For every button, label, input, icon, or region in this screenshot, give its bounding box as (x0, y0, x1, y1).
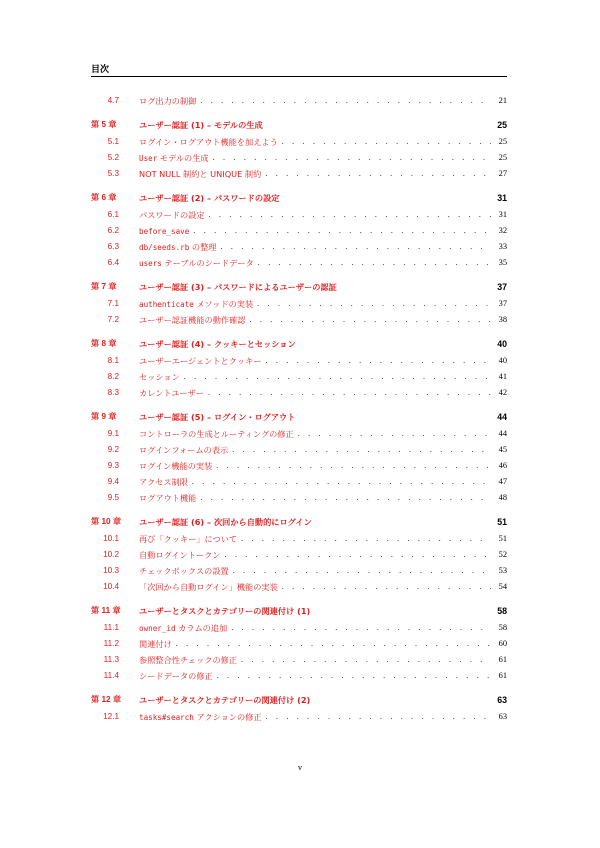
toc-entry-title[interactable] (139, 297, 253, 312)
leader-dots (224, 548, 491, 562)
toc-section-row[interactable] (91, 297, 507, 311)
toc-entry-title[interactable]: ログイン機能の実装 (139, 461, 213, 471)
toc-entry-title[interactable]: ログアウト機能 (139, 493, 197, 503)
toc-entry-title[interactable]: ログインフォームの表示 (139, 445, 229, 455)
toc-section-row[interactable] (91, 532, 507, 546)
toc-page-number: 37 (498, 299, 507, 308)
toc-section-row[interactable] (91, 548, 507, 562)
toc-page-number: 40 (497, 339, 507, 349)
toc-entry-number: 5.3 (107, 169, 119, 178)
toc-page-number: 41 (498, 372, 507, 381)
leader-dots (217, 669, 491, 683)
leader-dots (266, 354, 492, 368)
toc-entry-number: 9.1 (107, 429, 119, 438)
toc-page-number: 53 (498, 566, 507, 575)
toc-entry-code: authenticate (139, 299, 194, 309)
toc-section-row[interactable] (91, 653, 507, 667)
toc-entry-title[interactable]: ユーザー認証機能の動作確認 (139, 315, 246, 325)
toc-chapter-row[interactable] (91, 410, 507, 424)
toc-section-row[interactable] (91, 669, 507, 683)
toc-chapter-row[interactable] (91, 337, 507, 351)
toc-page-number: 32 (498, 226, 507, 235)
toc-entry-code: users (139, 258, 162, 268)
toc-entry-code: tasks#search (139, 712, 194, 722)
leader-dots (176, 637, 491, 651)
toc-section-row[interactable] (91, 386, 507, 400)
toc-page-number: 44 (498, 429, 507, 438)
toc-entry-number: 第 9 章 (91, 412, 117, 421)
toc-section-row[interactable] (91, 710, 507, 724)
toc-page-number: 61 (498, 671, 507, 680)
toc-entry-number: 6.2 (107, 226, 119, 235)
toc-entry-title[interactable]: ユーザーエージェントとクッキー (139, 356, 262, 366)
toc-entry-number: 7.1 (107, 299, 119, 308)
toc-entry-title[interactable]: ログ出力の制御 (139, 96, 197, 106)
toc-entry-title[interactable]: 「次回から自動ログイン」機能の実装 (139, 582, 278, 592)
leader-dots (208, 386, 491, 400)
toc-page-number: 21 (498, 96, 507, 105)
toc-entry-number: 5.1 (107, 137, 119, 146)
toc-entry-title[interactable]: シードデータの修正 (139, 671, 213, 681)
toc-page-number: 27 (498, 169, 507, 178)
toc-entry-title[interactable]: 自動ログイントークン (139, 550, 221, 560)
leader-dots (241, 532, 491, 546)
toc-section-row[interactable] (91, 151, 507, 165)
toc-section-row[interactable] (91, 475, 507, 489)
leader-dots (282, 135, 491, 149)
toc-entry-title[interactable]: コントローラの生成とルーティングの修正 (139, 429, 294, 439)
toc-chapter-row[interactable] (91, 604, 507, 618)
toc-page-number: 38 (498, 315, 507, 324)
toc-chapter-row[interactable] (91, 280, 507, 294)
toc-entry-number: 8.3 (107, 388, 119, 397)
leader-dots (265, 167, 491, 181)
toc-entry-number: 第 11 章 (91, 606, 121, 615)
toc-entry-title[interactable]: アクセス制限 (139, 477, 188, 487)
toc-section-row[interactable] (91, 94, 507, 108)
toc-entry-number: 第 5 章 (91, 120, 117, 129)
toc-entry-number: 8.2 (107, 372, 119, 381)
toc-page-number: 35 (498, 258, 507, 267)
toc-entry-title[interactable]: ユーザー認証 (4) – クッキーとセッション (139, 339, 296, 349)
toc-entry-number: 6.4 (107, 258, 119, 267)
toc-section-row[interactable] (91, 637, 507, 651)
toc-entry-number: 11.3 (103, 655, 119, 664)
toc-entry-number: 第 6 章 (91, 193, 117, 202)
leader-dots (184, 370, 491, 384)
toc-page-number: 25 (498, 137, 507, 146)
toc-entry-title[interactable]: ユーザー認証 (1) – モデルの生成 (139, 120, 263, 130)
toc-entry-title[interactable]: ユーザー認証 (3) – パスワードによるユーザーの認証 (139, 282, 337, 292)
toc-entry-number: 9.4 (107, 477, 119, 486)
toc-section-row[interactable] (91, 491, 507, 505)
toc-section-row[interactable] (91, 459, 507, 473)
toc-page-number: 58 (497, 606, 507, 616)
toc-page-number: 52 (498, 550, 507, 559)
toc-entry-code: db/seeds.rb (139, 242, 190, 252)
toc-entry-title-text: メソッドの実装 (193, 298, 254, 309)
toc-page-number: 37 (497, 282, 507, 292)
toc-section-row[interactable] (91, 427, 507, 441)
toc-entry-title[interactable]: ユーザー認証 (6) – 次回から自動的にログイン (139, 517, 312, 527)
toc-entry-number: 11.2 (103, 639, 119, 648)
toc-entry-title[interactable] (139, 240, 216, 255)
toc-page-number: 44 (497, 412, 507, 422)
toc-entry-number: 6.3 (107, 242, 119, 251)
toc-entry-title[interactable]: 参照整合性チェックの修正 (139, 655, 238, 665)
toc-entry-code: User (139, 153, 158, 163)
toc-entry-number: 第 12 章 (91, 695, 122, 704)
leader-dots (200, 94, 491, 108)
toc-page-number: 61 (498, 655, 507, 664)
toc-section-row[interactable] (91, 208, 507, 222)
toc-page-number: 25 (498, 153, 507, 162)
toc-chapter-row[interactable] (91, 693, 507, 707)
toc-entry-number: 第 10 章 (91, 517, 122, 526)
toc-entry-title[interactable]: ログイン・ログアウト機能を加えよう (139, 137, 278, 147)
toc-entry-number: 第 8 章 (91, 339, 117, 348)
toc-entry-number: 11.4 (103, 671, 119, 680)
toc-page-number: 58 (498, 623, 507, 632)
toc-page-number: 45 (498, 445, 507, 454)
toc-entry-title[interactable]: 関連付け (139, 639, 172, 649)
leader-dots (298, 427, 491, 441)
toc-entry-number: 10.2 (103, 550, 119, 559)
leader-dots (258, 256, 491, 270)
page-folio: v (297, 762, 303, 772)
toc-entry-title[interactable] (139, 710, 262, 725)
toc-section-row[interactable] (91, 621, 507, 635)
toc-entry-number: 10.3 (103, 566, 119, 575)
toc-page-number: 51 (498, 534, 507, 543)
toc-entry-code: owner_id (139, 623, 176, 633)
toc-entry-number: 6.1 (107, 210, 119, 219)
toc-page-number: 40 (498, 356, 507, 365)
toc-section-row[interactable] (91, 224, 507, 238)
running-header (91, 62, 507, 77)
leader-dots (193, 224, 491, 238)
toc-entry-title-text: の整理 (189, 241, 217, 252)
toc-section-row[interactable] (91, 313, 507, 327)
toc-section-row[interactable] (91, 370, 507, 384)
toc-page-number: 63 (497, 695, 507, 705)
toc-entry-number: 第 7 章 (91, 282, 117, 291)
toc-page-number: 25 (497, 120, 507, 130)
toc-entry-title[interactable]: セッション (139, 372, 180, 382)
leader-dots (241, 653, 491, 667)
toc-chapter-row[interactable] (91, 515, 507, 529)
leader-dots (257, 297, 491, 311)
toc-entry-title[interactable] (139, 621, 227, 636)
toc-entry-title-text: カラムの追加 (175, 622, 228, 633)
toc-entry-title[interactable]: ユーザーとタスクとカテゴリーの関連付け (1) (139, 606, 311, 616)
leader-dots (192, 475, 491, 489)
toc-entry-code: before_save (139, 226, 190, 236)
toc-section-row[interactable] (91, 564, 507, 578)
leader-dots (249, 313, 491, 327)
toc-entry-title[interactable] (139, 256, 254, 271)
toc-page-number: 31 (497, 193, 507, 203)
toc-section-row[interactable] (91, 354, 507, 368)
leader-dots (231, 621, 491, 635)
toc-entry-title[interactable]: NOT NULL 制約と UNIQUE 制約 (139, 169, 262, 179)
toc-page-number: 47 (498, 477, 507, 486)
toc-entry-number: 10.1 (103, 534, 119, 543)
toc-entry-title[interactable]: カレントユーザー (139, 388, 204, 398)
toc-entry-number: 9.2 (107, 445, 119, 454)
toc-section-row[interactable] (91, 167, 507, 181)
leader-dots (220, 240, 491, 254)
toc-page-number: 46 (498, 461, 507, 470)
toc-page-number: 63 (498, 712, 507, 721)
toc-entry-number: 11.1 (103, 623, 119, 632)
toc-section-row[interactable] (91, 580, 507, 594)
toc-page-number: 48 (498, 493, 507, 502)
leader-dots (200, 491, 491, 505)
toc-section-row[interactable] (91, 443, 507, 457)
toc-page-number: 51 (497, 517, 507, 527)
leader-dots (209, 208, 491, 222)
toc-entry-number: 8.1 (107, 356, 119, 365)
leader-dots (232, 443, 491, 457)
toc-entry-number: 7.2 (107, 315, 119, 324)
toc-section-row[interactable] (91, 256, 507, 270)
toc-entry-title[interactable] (139, 151, 209, 166)
toc-page-number: 31 (498, 210, 507, 219)
toc-entry-title[interactable] (139, 224, 189, 239)
toc-entry-title-text: テーブルのシードデータ (161, 257, 254, 268)
toc-entry-number: 4.7 (107, 96, 119, 105)
toc-entry-title[interactable]: 再び「クッキー」について (139, 534, 238, 544)
toc-entry-title[interactable]: チェックボックスの設置 (139, 566, 229, 576)
toc-page-number: 42 (498, 388, 507, 397)
toc-page-number: 54 (498, 582, 507, 591)
toc-page-number: 60 (498, 639, 507, 648)
toc-entry-number: 9.3 (107, 461, 119, 470)
leader-dots (233, 564, 491, 578)
toc-entry-title-text: モデルの生成 (157, 152, 209, 163)
toc-entry-number: 10.4 (103, 582, 119, 591)
toc-entry-title[interactable]: ユーザー認証 (5) – ログイン・ログアウト (139, 412, 296, 422)
leader-dots (266, 710, 491, 724)
toc-page-number: 33 (498, 242, 507, 251)
toc-entry-title[interactable]: ユーザーとタスクとカテゴリーの関連付け (2) (139, 695, 311, 705)
toc-entry-title[interactable]: ユーザー認証 (2) – パスワードの設定 (139, 193, 280, 203)
toc-entry-title[interactable]: パスワードの設定 (139, 210, 205, 220)
header-title: 目次 (91, 65, 110, 75)
leader-dots (216, 459, 491, 473)
toc-entry-number: 5.2 (107, 153, 119, 162)
leader-dots (213, 151, 491, 165)
toc-entry-title-text: アクションの修正 (193, 711, 262, 722)
toc-chapter-row[interactable] (91, 118, 507, 132)
toc-entry-number: 12.1 (103, 712, 119, 721)
leader-dots (282, 580, 491, 594)
toc-section-row[interactable] (91, 135, 507, 149)
toc-chapter-row[interactable] (91, 191, 507, 205)
toc-entry-number: 9.5 (107, 493, 119, 502)
toc-section-row[interactable] (91, 240, 507, 254)
